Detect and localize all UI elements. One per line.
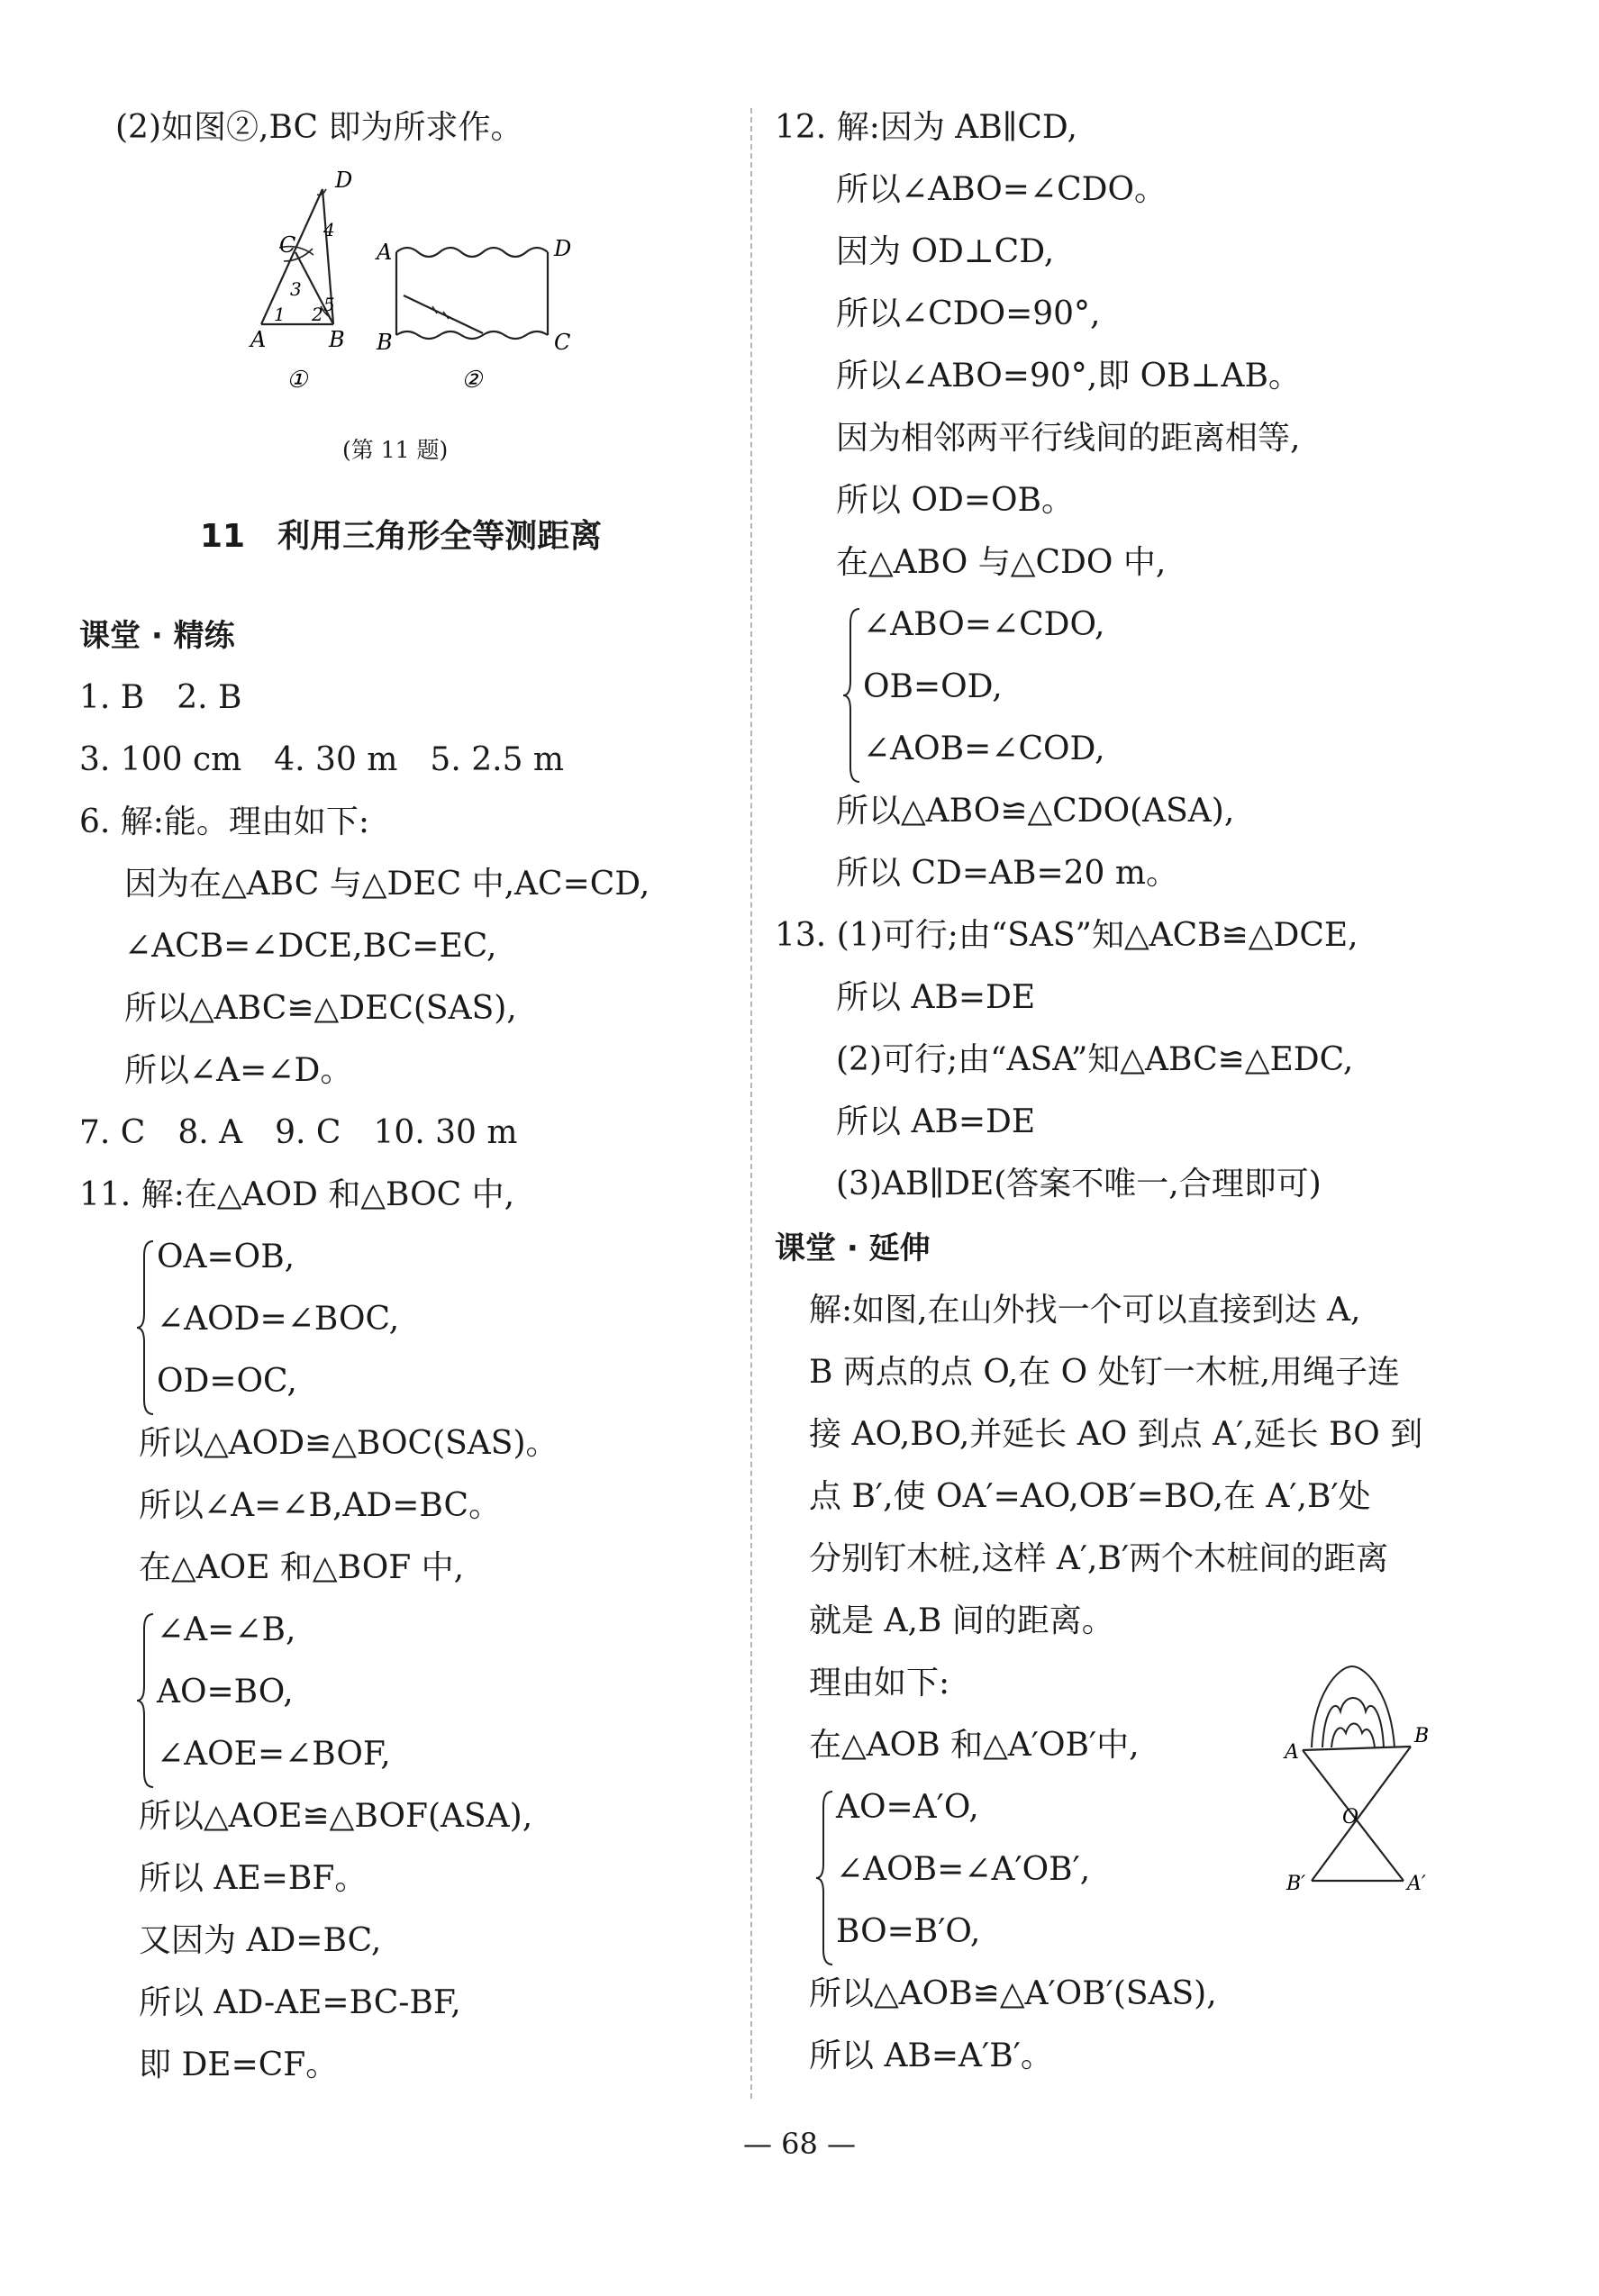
proof-line: 理由如下: [809, 1665, 950, 1702]
point-label: C [554, 330, 571, 355]
section-title: 11 利用三角形全等测距离 [200, 518, 603, 555]
point-label: B [329, 327, 345, 352]
answer-line: 12. 解:因为 AB∥CD, [775, 109, 1077, 146]
proof-line: 因为 OD⊥CD, [836, 233, 1055, 270]
proof-line: B 两点的点 O,在 O 处钉一木桩,用绳子连 [809, 1354, 1401, 1391]
angle-number: 1 [274, 304, 286, 325]
text-line: (2)如图②,BC 即为所求作。 [115, 109, 523, 146]
proof-line: ∠AOB=∠COD, [863, 731, 1105, 767]
proof-line: 所以 AB=DE [836, 1103, 1036, 1140]
figure-11 [243, 162, 586, 396]
figure-label: ② [461, 367, 483, 394]
angle-number: 5 [323, 294, 335, 315]
point-label: D [554, 236, 572, 261]
proof-line: AO=A′O, [836, 1789, 979, 1826]
proof-line: 所以△AOE≌△BOF(ASA), [139, 1798, 533, 1835]
proof-line: 分别钉木桩,这样 A′,B′两个木桩间的距离 [809, 1540, 1389, 1577]
point-label: A [250, 327, 267, 352]
point-label: D [335, 168, 353, 193]
proof-line: ∠ABO=∠CDO, [863, 606, 1105, 643]
answer-line: 13. (1)可行;由“SAS”知△ACB≌△DCE, [775, 917, 1358, 954]
angle-number: 4 [323, 219, 335, 240]
brace-icon [135, 1611, 157, 1791]
page-number: — 68 — [742, 2127, 857, 2161]
figure-caption: (第 11 题) [342, 437, 449, 463]
proof-line: OA=OB, [157, 1239, 295, 1275]
point-label: O [1342, 1806, 1359, 1829]
angle-number: 3 [290, 278, 302, 300]
proof-line: 所以∠A=∠D。 [124, 1052, 353, 1089]
brace-icon [841, 605, 863, 785]
proof-line: AO=BO, [157, 1674, 294, 1711]
point-label: A [1285, 1741, 1299, 1764]
proof-line: 就是 A,B 间的距离。 [809, 1602, 1114, 1639]
proof-line: OB=OD, [863, 668, 1003, 705]
figure-mountain [1276, 1657, 1474, 1901]
answer-line: 1. B 2. B [79, 679, 242, 716]
answer-line: 6. 解:能。理由如下: [79, 803, 370, 840]
point-label: A [377, 240, 393, 265]
proof-line: 解:如图,在山外找一个可以直接到达 A, [809, 1292, 1361, 1329]
point-label: C [279, 232, 296, 258]
section-heading: 课堂 · 精练 [79, 618, 235, 654]
proof-line: OD=OC, [157, 1363, 297, 1400]
point-label: B [377, 330, 393, 355]
proof-line: 所以∠ABO=90°,即 OB⊥AB。 [836, 358, 1301, 395]
proof-line: BO=B′O, [836, 1913, 981, 1950]
left-column [0, 0, 748, 2296]
figure-11-rectangle [396, 248, 548, 339]
proof-line: 因为在△ABC 与△DEC 中,AC=CD, [124, 866, 650, 903]
proof-line: 所以 CD=AB=20 m。 [836, 855, 1179, 892]
proof-line: 在△ABO 与△CDO 中, [836, 544, 1167, 581]
proof-line: (3)AB∥DE(答案不唯一,合理即可) [836, 1166, 1322, 1202]
proof-line: 所以 OD=OB。 [836, 482, 1074, 519]
proof-line: 所以△AOB≌△A′OB′(SAS), [809, 1975, 1217, 2012]
proof-line: ∠AOB=∠A′OB′, [836, 1851, 1091, 1888]
proof-line: (2)可行;由“ASA”知△ABC≌△EDC, [836, 1041, 1354, 1078]
point-label: B [1414, 1725, 1430, 1747]
proof-line: 接 AO,BO,并延长 AO 到点 A′,延长 BO 到 [809, 1416, 1423, 1453]
brace-icon [814, 1788, 836, 1968]
column-divider [750, 108, 752, 2099]
proof-line: ∠A=∠B, [157, 1611, 296, 1648]
point-label: A′ [1407, 1873, 1426, 1895]
brace-icon [135, 1238, 157, 1418]
proof-line: 所以 AD-AE=BC-BF, [139, 1984, 461, 2021]
proof-line: 所以∠A=∠B,AD=BC。 [139, 1487, 502, 1524]
answer-line: 7. C 8. A 9. C 10. 30 m [79, 1114, 518, 1151]
proof-line: 即 DE=CF。 [139, 2046, 339, 2083]
proof-line: 所以 AE=BF。 [139, 1860, 368, 1897]
proof-line: 在△AOB 和△A′OB′中, [809, 1727, 1140, 1764]
proof-line: 所以△AOD≌△BOC(SAS)。 [139, 1425, 559, 1462]
proof-line: ∠AOE=∠BOF, [157, 1736, 391, 1773]
section-heading: 课堂 · 延伸 [775, 1230, 931, 1266]
figure-label: ① [286, 367, 308, 394]
answer-line: 11. 解:在△AOD 和△BOC 中, [79, 1176, 515, 1213]
proof-line: 所以 AB=A′B′。 [809, 2037, 1053, 2074]
proof-line: 在△AOE 和△BOF 中, [139, 1549, 465, 1586]
point-label: B′ [1286, 1873, 1306, 1895]
proof-line: 又因为 AD=BC, [139, 1922, 382, 1959]
proof-line: 所以 AB=DE [836, 979, 1036, 1016]
proof-line: 所以∠ABO=∠CDO。 [836, 171, 1167, 208]
proof-line: 所以∠CDO=90°, [836, 295, 1101, 332]
proof-line: ∠ACB=∠DCE,BC=EC, [124, 928, 497, 965]
proof-line: 点 B′,使 OA′=AO,OB′=BO,在 A′,B′处 [809, 1478, 1371, 1515]
mountain-icon [1312, 1666, 1395, 1747]
answer-line: 3. 100 cm 4. 30 m 5. 2.5 m [79, 741, 565, 778]
proof-line: 因为相邻两平行线间的距离相等, [836, 420, 1301, 457]
proof-line: ∠AOD=∠BOC, [157, 1301, 400, 1338]
angle-number: 2 [312, 304, 323, 325]
proof-line: 所以△ABO≌△CDO(ASA), [836, 793, 1235, 830]
right-column [753, 0, 1599, 2296]
proof-line: 所以△ABC≌△DEC(SAS), [124, 990, 517, 1027]
